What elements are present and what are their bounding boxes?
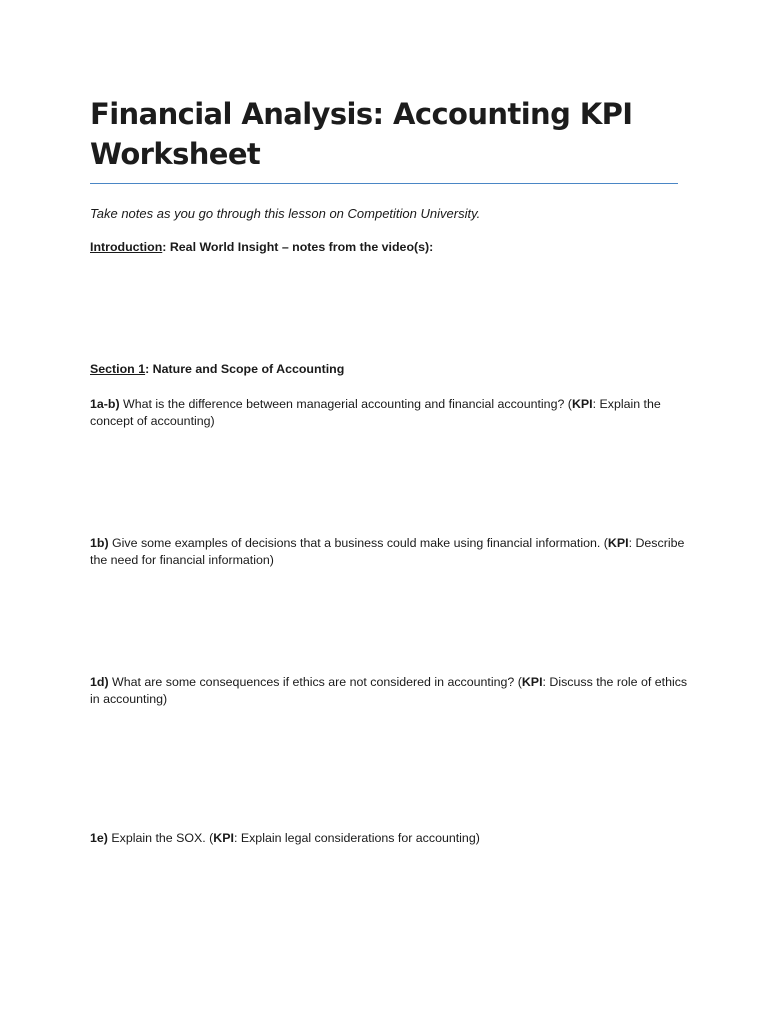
section-1-text: Nature and Scope of Accounting: [152, 362, 345, 376]
kpi-label: KPI: [213, 831, 234, 845]
question-id: 1d): [90, 675, 109, 689]
question-1a-b: [90, 396, 690, 430]
section-1-heading: [90, 361, 690, 378]
section-1-label: Section 1: [90, 362, 146, 376]
kpi-label: KPI: [607, 536, 629, 550]
introduction-label: Introduction: [90, 240, 163, 254]
question-text: Give some examples of decisions that a business could make using financial information. (: [108, 536, 608, 550]
question-text: Explain the SOX. (: [107, 831, 214, 845]
intro-note: Take notes as you go through this lesson on Competition University.: [90, 206, 481, 221]
question-1b: [90, 535, 690, 569]
introduction-heading: [90, 239, 690, 256]
kpi-text: : Describe the need for financial information): [90, 536, 685, 567]
kpi-label: KPI: [521, 675, 543, 689]
kpi-text: : Explain legal considerations for accounting): [233, 831, 480, 845]
kpi-text: : Explain the concept of accounting): [90, 397, 661, 428]
title-divider: [90, 183, 678, 184]
question-id: 1e): [90, 831, 108, 845]
introduction-text: Real World Insight – notes from the video(s):: [169, 240, 434, 254]
question-text: What is the difference between managerial accounting and financial accounting? (: [119, 397, 572, 411]
question-1d: [90, 674, 690, 708]
introduction-colon: :: [162, 240, 170, 254]
page-title: Financial Analysis: Accounting KPI Worksheet: [90, 97, 633, 171]
kpi-label: KPI: [571, 397, 593, 411]
section-1-colon: :: [145, 362, 153, 376]
question-id: 1a-b): [90, 397, 120, 411]
question-1e: [90, 830, 690, 847]
question-id: 1b): [90, 536, 109, 550]
kpi-text: : Discuss the role of ethics in accounting): [90, 675, 688, 706]
question-text: What are some consequences if ethics are not considered in accounting? (: [108, 675, 522, 689]
